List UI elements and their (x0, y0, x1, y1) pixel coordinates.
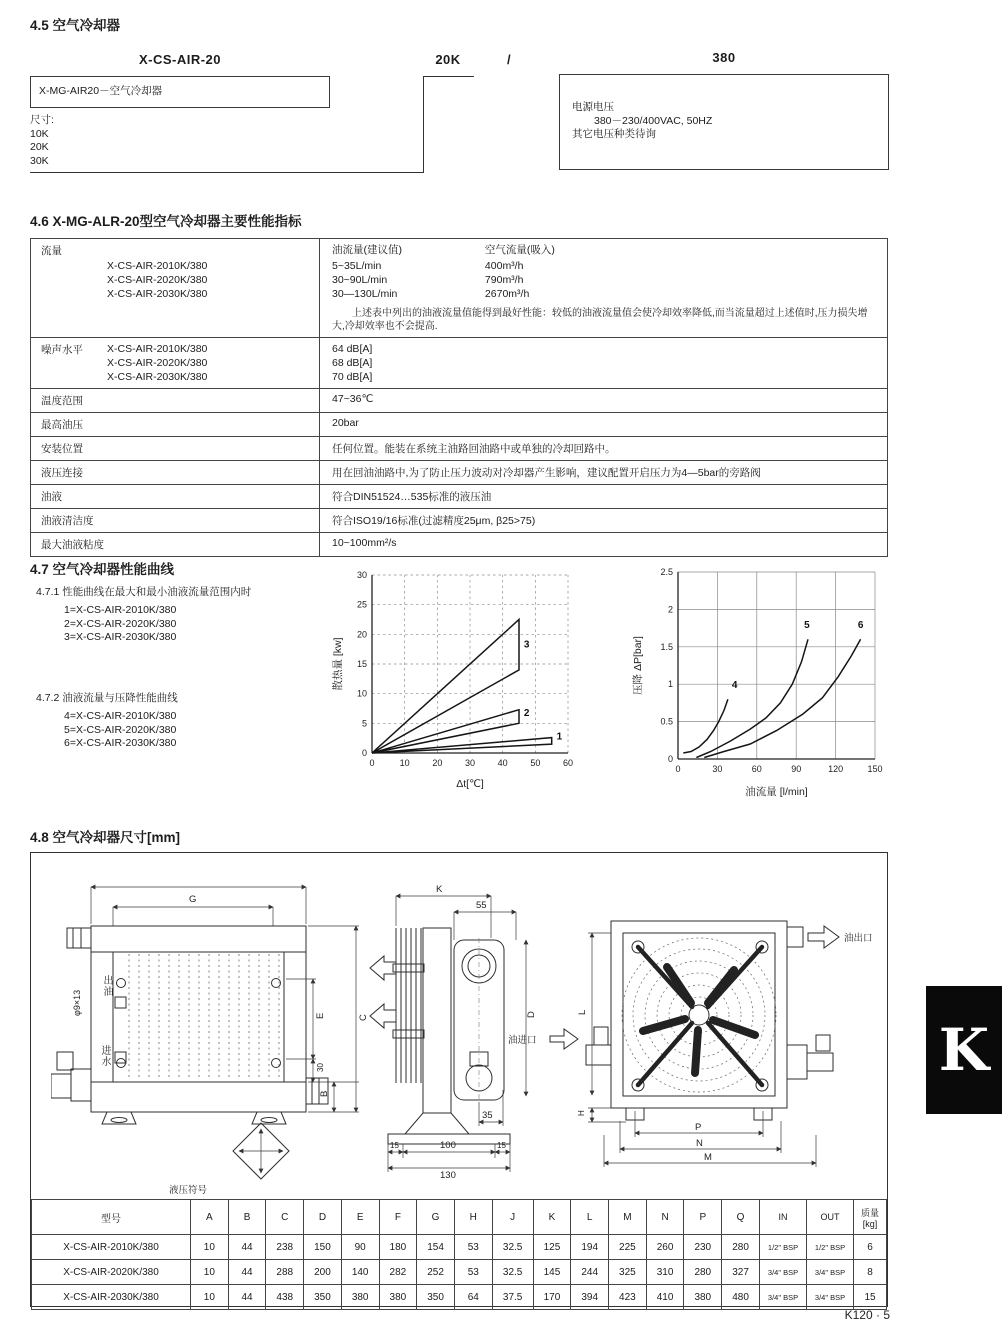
oil-out-port-label: 出油 (101, 975, 112, 997)
model-name: X-CS-AIR-2020K/380 (107, 274, 208, 286)
column-header: J (492, 1200, 533, 1235)
svg-text:1: 1 (667, 679, 673, 690)
noise-value: 64 dB[A] (332, 343, 373, 355)
svg-text:25: 25 (356, 599, 367, 610)
table-cell: 252 (417, 1260, 455, 1285)
flow-value-cell (319, 239, 887, 337)
dim-label-n: N (696, 1138, 703, 1149)
column-header: H (454, 1200, 492, 1235)
dim-label-15-left: 15 (390, 1141, 399, 1150)
svg-text:150: 150 (867, 764, 883, 774)
dim-label-b: B (319, 1090, 330, 1097)
svg-text:90: 90 (791, 764, 802, 774)
table-cell: 327 (722, 1260, 760, 1285)
table-cell: X-CS-AIR-2030K/380 (32, 1285, 191, 1310)
oil-flow-value: 5~35L/min (332, 260, 382, 272)
dim-label-g: G (189, 894, 197, 905)
dim-label-e: E (315, 1012, 326, 1019)
table-cell: 310 (646, 1260, 684, 1285)
column-header: 质量 [kg] (854, 1200, 887, 1235)
oil-outlet-label: 油出口 (844, 933, 873, 944)
svg-text:1.5: 1.5 (660, 641, 673, 652)
size-options (30, 128, 54, 169)
sub-4-7-2-title: 4.7.2 油液流量与压降性能曲线 (36, 692, 178, 704)
dim-label-15-right: 15 (497, 1141, 506, 1150)
table-cell: 150 (304, 1235, 342, 1260)
cooler-front-view-drawing (51, 871, 381, 1201)
table-cell: 8 (854, 1260, 887, 1285)
section-4-6-title: 4.6 X-MG-ALR-20型空气冷却器主要性能指标 (30, 214, 302, 229)
table-cell: 154 (417, 1235, 455, 1260)
table-cell: 380 (684, 1285, 722, 1310)
table-cell: 380 (341, 1285, 379, 1310)
svg-text:30: 30 (464, 758, 476, 768)
cooler-side-profile-drawing (366, 878, 596, 1180)
branch-bottom-line (30, 172, 424, 173)
flow-note: 上述表中列出的油液流量值能得到最好性能：较低的油液流量值会使冷却效率降低,而当流量超过上述值时,压力损失增大,冷却效率也不会提高. (332, 308, 868, 332)
table-cell: 260 (646, 1235, 684, 1260)
model-desc-box (30, 76, 330, 108)
model-name: X-CS-AIR-2030K/380 (107, 371, 208, 383)
table-cell: 44 (228, 1285, 266, 1310)
table-cell: 10 (191, 1260, 229, 1285)
table-cell: 282 (379, 1260, 417, 1285)
code-slash: / (507, 52, 512, 67)
table-cell: 1/2" BSP (807, 1235, 854, 1260)
spec-row (31, 460, 887, 484)
model-name: X-CS-AIR-2020K/380 (107, 357, 208, 369)
voltage-line-3: 其它电压种类待询 (572, 128, 656, 140)
spec-row-noise (31, 337, 887, 388)
table-cell: 44 (228, 1260, 266, 1285)
voltage-box (559, 74, 889, 170)
table-cell: 170 (533, 1285, 571, 1310)
table-cell: X-CS-AIR-2020K/380 (32, 1260, 191, 1285)
spec-row-label: 安装位置 (41, 443, 83, 455)
column-header: N (646, 1200, 684, 1235)
noise-value: 70 dB[A] (332, 371, 373, 383)
spec-row (31, 436, 887, 460)
svg-text:60: 60 (562, 758, 574, 768)
table-cell: X-CS-AIR-2010K/380 (32, 1235, 191, 1260)
model-code: X-CS-AIR-20 (138, 52, 222, 67)
model-name: X-CS-AIR-2030K/380 (107, 288, 208, 300)
table-cell: 10 (191, 1235, 229, 1260)
svg-text:压降 ΔP[bar]: 压降 ΔP[bar] (632, 636, 644, 695)
table-cell: 394 (571, 1285, 609, 1310)
model-desc: X-MG-AIR20－空气冷却器 (39, 85, 163, 97)
legend-entry: 4=X-CS-AIR-2010K/380 (64, 710, 177, 722)
air-flow-value: 400m³/h (484, 260, 524, 272)
svg-text:散热量 [kw]: 散热量 [kw] (332, 637, 344, 691)
svg-text:20: 20 (356, 629, 367, 640)
section-4-5-title: 4.5 空气冷却器 (30, 18, 121, 33)
sub-4-7-1-title: 4.7.1 性能曲线在最大和最小油液流量范围内时 (36, 586, 252, 598)
performance-spec-table (30, 238, 888, 557)
table-cell: 3/4" BSP (760, 1285, 807, 1310)
spec-row (31, 532, 887, 556)
table-cell: 230 (684, 1235, 722, 1260)
noise-label: 噪声水平 (41, 344, 83, 356)
svg-text:40: 40 (497, 758, 508, 768)
svg-text:10: 10 (399, 758, 410, 768)
svg-text:2: 2 (523, 708, 530, 720)
oil-flow-header: 油流量(建议值) (332, 244, 402, 256)
svg-text:0: 0 (667, 754, 673, 764)
hydraulic-symbol (169, 1123, 289, 1196)
oil-flow-value: 30~90L/min (332, 274, 388, 286)
table-cell: 200 (304, 1260, 342, 1285)
section-4-7-title: 4.7 空气冷却器性能曲线 (30, 562, 175, 577)
spec-row-label: 最大油液粘度 (41, 539, 104, 551)
flow-label-cell (31, 239, 319, 337)
table-cell: 194 (571, 1235, 609, 1260)
air-flow-value: 790m³/h (484, 274, 524, 286)
size-list (30, 114, 54, 168)
spec-row-label: 液压连接 (41, 467, 83, 479)
dimension-table (31, 1199, 887, 1310)
svg-text:0: 0 (361, 748, 367, 758)
svg-text:120: 120 (828, 764, 844, 774)
size-code: 20K (435, 52, 461, 67)
svg-text:30: 30 (356, 570, 367, 580)
table-cell: 350 (304, 1285, 342, 1310)
table-cell: 10 (191, 1285, 229, 1310)
column-header: G (417, 1200, 455, 1235)
table-row (32, 1285, 887, 1310)
svg-text:2: 2 (667, 604, 673, 615)
oil-inlet-label: 油进口 (508, 1035, 537, 1046)
table-cell: 140 (341, 1260, 379, 1285)
right-drawing-body (586, 921, 833, 1120)
svg-text:0: 0 (369, 758, 375, 768)
middle-drawing-dimensions (388, 884, 537, 1180)
dim-label-p: P (695, 1122, 702, 1133)
spec-row-label: 温度范围 (41, 395, 83, 407)
legend-entry: 5=X-CS-AIR-2020K/380 (64, 723, 177, 736)
spec-row (31, 412, 887, 436)
model-name: X-CS-AIR-2010K/380 (107, 343, 208, 355)
table-cell: 53 (454, 1235, 492, 1260)
voltage-code: 380 (712, 50, 736, 65)
noise-models (107, 342, 207, 384)
dim-label-100: 100 (440, 1140, 456, 1151)
legend-entry: 2=X-CS-AIR-2020K/380 (64, 617, 177, 630)
size-option: 20K (30, 141, 49, 153)
table-cell: 410 (646, 1285, 684, 1310)
table-cell: 225 (609, 1235, 647, 1260)
dim-label-130: 130 (440, 1170, 456, 1180)
column-header: M (609, 1200, 647, 1235)
table-cell: 53 (454, 1260, 492, 1285)
noise-label-cell (31, 338, 319, 388)
dim-label-55: 55 (476, 900, 487, 911)
spec-row-value: 10~100mm²/s (319, 533, 887, 556)
spec-row-value: 用在回油油路中,为了防止压力波动对冷却器产生影响，建议配置开启压力为4—5bar的旁路阀 (319, 461, 887, 484)
legend-entry: 1=X-CS-AIR-2010K/380 (64, 604, 177, 616)
table-cell: 32.5 (492, 1235, 533, 1260)
table-cell: 125 (533, 1235, 571, 1260)
table-cell: 438 (266, 1285, 304, 1310)
table-cell: 6 (854, 1235, 887, 1260)
svg-text:60: 60 (751, 764, 762, 774)
mounting-hole-label: φ9×13 (72, 989, 82, 1016)
table-cell: 280 (684, 1260, 722, 1285)
dim-label-30: 30 (316, 1063, 325, 1072)
spec-row (31, 508, 887, 532)
spec-row-label: 油液清洁度 (41, 515, 94, 527)
table-cell: 1/2" BSP (760, 1235, 807, 1260)
table-cell: 325 (609, 1260, 647, 1285)
svg-text:30: 30 (712, 764, 723, 774)
water-in-port-label: 进水 (99, 1045, 110, 1067)
model-name: X-CS-AIR-2010K/380 (107, 260, 208, 272)
size-option: 30K (30, 154, 49, 167)
svg-text:15: 15 (356, 659, 367, 669)
oil-inlet-arrow (550, 1029, 578, 1049)
column-header: B (228, 1200, 266, 1235)
section-k-tab: K (926, 986, 1002, 1114)
column-header: IN (760, 1200, 807, 1235)
table-cell: 44 (228, 1235, 266, 1260)
table-cell: 3/4" BSP (760, 1260, 807, 1285)
voltage-line-1: 电源电压 (572, 101, 614, 113)
spec-row-label: 油液 (41, 491, 62, 503)
legend-2 (64, 710, 176, 751)
spec-row-value: 47~36℃ (319, 389, 887, 412)
svg-text:5: 5 (361, 718, 367, 729)
table-cell: 380 (379, 1285, 417, 1310)
size-header: 尺寸: (30, 114, 54, 126)
column-header: D (304, 1200, 342, 1235)
svg-text:6: 6 (857, 620, 864, 632)
table-cell: 3/4" BSP (807, 1285, 854, 1310)
svg-text:20: 20 (432, 758, 443, 768)
noise-values (319, 338, 887, 388)
spec-row-value: 20bar (319, 413, 887, 436)
dim-label-c: C (358, 1014, 369, 1021)
pressure-drop-chart (630, 560, 896, 800)
svg-text:Δt[℃]: Δt[℃] (456, 778, 484, 790)
table-cell: 288 (266, 1260, 304, 1285)
page-number: K120 · 5 (844, 1308, 890, 1322)
column-header: Q (722, 1200, 760, 1235)
column-header: A (191, 1200, 229, 1235)
svg-text:3: 3 (523, 639, 530, 651)
airflow-arrow-top (370, 956, 396, 980)
table-cell: 15 (854, 1285, 887, 1310)
legend-1 (64, 604, 176, 645)
table-cell: 145 (533, 1260, 571, 1285)
column-header: 型号 (32, 1200, 191, 1235)
flow-models (107, 259, 207, 301)
dim-label-k: K (436, 884, 443, 895)
air-flow-value: 2670m³/h (484, 288, 530, 300)
airflow-arrow-bottom (370, 1004, 396, 1028)
column-header: C (266, 1200, 304, 1235)
spec-row-value: 符合DIN51524…535标准的液压油 (319, 485, 887, 508)
size-option: 10K (30, 127, 49, 140)
dim-label-l: L (577, 1009, 588, 1015)
column-header: E (341, 1200, 379, 1235)
noise-value: 68 dB[A] (332, 357, 373, 369)
svg-text:50: 50 (530, 758, 541, 768)
table-cell: 350 (417, 1285, 455, 1310)
table-cell: 32.5 (492, 1260, 533, 1285)
spec-row (31, 388, 887, 412)
spec-row (31, 484, 887, 508)
svg-text:油流量 [l/min]: 油流量 [l/min] (745, 786, 808, 798)
air-flow-values (485, 259, 529, 301)
svg-text:5: 5 (804, 620, 810, 632)
table-cell: 180 (379, 1235, 417, 1260)
svg-text:1: 1 (556, 731, 563, 743)
left-drawing-body (51, 926, 328, 1124)
table-cell: 280 (722, 1235, 760, 1260)
legend-entry: 3=X-CS-AIR-2030K/380 (64, 631, 177, 643)
table-cell: 37.5 (492, 1285, 533, 1310)
dim-label-35: 35 (482, 1110, 493, 1121)
table-cell: 64 (454, 1285, 492, 1310)
column-header: F (379, 1200, 417, 1235)
oil-flow-values (332, 259, 482, 301)
hydraulic-symbol-label: 液压符号 (169, 1185, 208, 1196)
spec-row-value: 符合ISO19/16标准(过滤精度25μm, β25>75) (319, 509, 887, 532)
table-cell: 244 (571, 1260, 609, 1285)
dimension-figure-box (30, 852, 888, 1307)
column-header: K (533, 1200, 571, 1235)
table-cell: 480 (722, 1285, 760, 1310)
air-flow-header: 空气流量(吸入) (484, 244, 555, 256)
table-cell: 3/4" BSP (807, 1260, 854, 1285)
table-cell: 238 (266, 1235, 304, 1260)
legend-entry: 6=X-CS-AIR-2030K/380 (64, 737, 177, 749)
voltage-line-2: 380－230/400VAC, 50HZ (594, 114, 713, 127)
svg-text:0: 0 (675, 764, 681, 774)
column-header: P (684, 1200, 722, 1235)
column-header: OUT (807, 1200, 854, 1235)
svg-text:0.5: 0.5 (660, 716, 673, 727)
svg-text:2.5: 2.5 (660, 567, 673, 577)
cooler-fan-view-drawing (576, 895, 911, 1175)
dim-label-h: H (577, 1110, 586, 1116)
table-row (32, 1235, 887, 1260)
spec-row-flow (31, 239, 887, 337)
svg-text:10: 10 (356, 688, 367, 699)
table-cell: 423 (609, 1285, 647, 1310)
spec-row-value: 任何位置。能装在系统主油路回油路中或单独的冷却回路中。 (319, 437, 887, 460)
dim-label-m: M (704, 1152, 712, 1163)
oil-flow-value: 30—130L/min (332, 288, 398, 300)
flow-label: 流量 (41, 245, 62, 257)
table-cell: 90 (341, 1235, 379, 1260)
svg-text:4: 4 (731, 679, 738, 691)
dim-label-d: D (526, 1011, 537, 1018)
spec-row-label: 最高油压 (41, 419, 83, 431)
heat-dissipation-chart (330, 567, 580, 792)
branch-line-20k (423, 76, 474, 173)
section-4-8-title: 4.8 空气冷却器尺寸[mm] (30, 830, 181, 845)
table-row (32, 1260, 887, 1285)
column-header: L (571, 1200, 609, 1235)
oil-outlet-arrow (808, 926, 839, 948)
